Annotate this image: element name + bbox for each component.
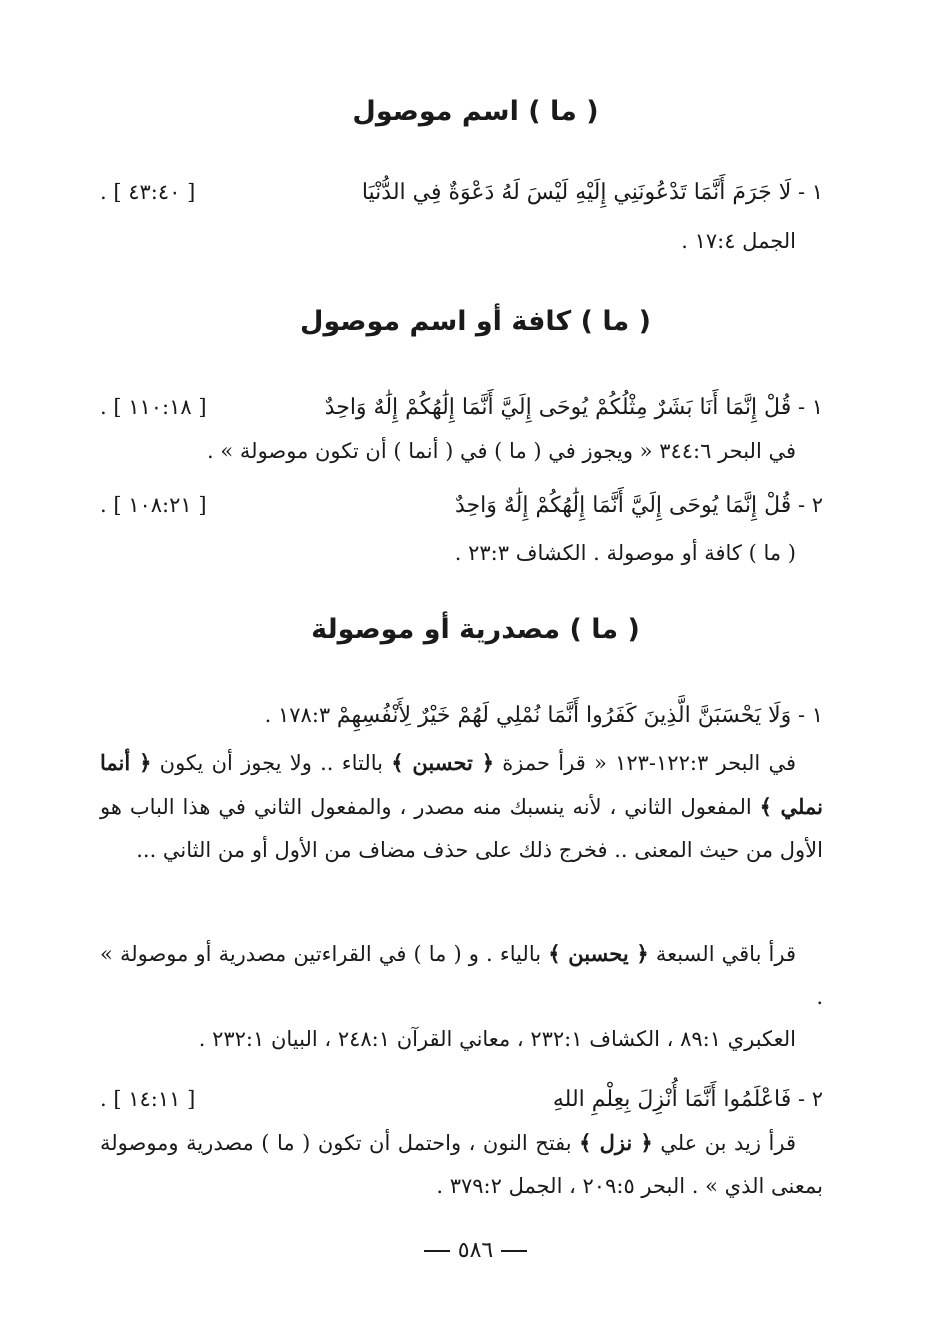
entry-line xyxy=(100,1084,823,1115)
entry-number: ٢ - xyxy=(797,493,823,517)
verse-reference: ١٧٨:٣ . xyxy=(264,703,331,727)
verse-reference: [ ٤٣:٤٠ ] . xyxy=(100,180,196,204)
commentary-text: قرأ باقي السبعة xyxy=(648,942,796,966)
entry-number: ٢ - xyxy=(797,1087,823,1111)
commentary-paragraph xyxy=(100,1121,823,1208)
quran-verse: قُلْ إِنَّمَا يُوحَى إِلَيَّ أَنَّمَا إِلَٰهُكُمْ إِلَٰهٌ وَاحِدٌ xyxy=(454,493,792,518)
commentary-text: بفتح النون ، واحتمل أن تكون ( ما ) مصدرية وموصولة بمعنى الذي » . البحر ٢٠٩:٥ ، الجمل ٣٧٩:٢ . xyxy=(100,1131,823,1198)
section-heading-2: ( ما ) كافة أو اسم موصول xyxy=(300,306,651,337)
commentary-paragraph xyxy=(100,741,823,872)
commentary-text: المفعول الثاني ، لأنه ينسبك منه مصدر ، والمفعول الثاني في هذا الباب هو الأول من حيث المعنى .. فخرج ذلك على حذف مضاف من الأول أو من الثاني ... xyxy=(100,795,823,862)
entry-note: الجمل ١٧:٤ . xyxy=(681,229,796,253)
section-heading-3: ( ما ) مصدرية أو موصولة xyxy=(311,614,640,645)
commentary-text: بالياء . و ( ما ) في القراءتين مصدرية أو موصولة » . xyxy=(100,942,823,1009)
entry-line xyxy=(100,700,823,731)
quran-verse: وَلَا يَحْسَبَنَّ الَّذِينَ كَفَرُوا أَنَّمَا نُمْلِي لَهُمْ خَيْرٌ لِأَنْفُسِهِمْ xyxy=(336,703,792,728)
section-heading-1: ( ما ) اسم موصول xyxy=(352,96,599,127)
quran-verse: لَا جَرَمَ أَنَّمَا تَدْعُونَنِي إِلَيْهِ لَيْسَ لَهُ دَعْوَةٌ فِي الدُّنْيَا xyxy=(361,180,792,205)
page-footer xyxy=(0,1238,951,1263)
verse-reference: [ ١٠٨:٢١ ] . xyxy=(100,493,207,517)
commentary-text: في البحر ١٢٢:٣-١٢٣ « قرأ حمزة xyxy=(494,751,796,775)
quoted-word: ﴿ نزل ﴾ xyxy=(579,1130,653,1155)
entry-line xyxy=(100,177,823,208)
quran-verse: قُلْ إِنَّمَا أَنَا بَشَرٌ مِثْلُكُمْ يُوحَى إِلَيَّ أَنَّمَا إِلَٰهُكُمْ إِلَٰهٌ وَاحِدٌ xyxy=(324,395,792,420)
quoted-word: ﴿ أنما نملي ﴾ xyxy=(100,750,823,819)
footer-dash xyxy=(424,1250,450,1252)
page-number: ٥٨٦ xyxy=(457,1238,494,1263)
quoted-word: ﴿ يحسبن ﴾ xyxy=(548,941,649,966)
footer-dash xyxy=(501,1250,527,1252)
entry-line xyxy=(100,392,823,423)
entry-number: ١ - xyxy=(797,395,823,419)
entry-line xyxy=(100,490,823,521)
entry-note: ( ما ) كافة أو موصولة . الكشاف ٢٣:٣ . xyxy=(454,541,796,565)
commentary-text: بالتاء .. ولا يجوز أن يكون xyxy=(151,751,392,775)
verse-reference: [ ١٤:١١ ] . xyxy=(100,1087,196,1111)
commentary-paragraph xyxy=(100,932,823,1019)
verse-reference: [ ١١٠:١٨ ] . xyxy=(100,395,207,419)
entry-number: ١ - xyxy=(797,703,823,727)
entry-number: ١ - xyxy=(797,180,823,204)
quran-verse: فَاعْلَمُوا أَنَّمَا أُنْزِلَ بِعِلْمِ اللهِ xyxy=(552,1087,792,1112)
entry-note: في البحر ٣٤٤:٦ « ويجوز في ( ما ) في ( أنما ) أن تكون موصولة » . xyxy=(207,439,796,463)
entry-note: العكبري ٨٩:١ ، الكشاف ٢٣٢:١ ، معاني القرآن ٢٤٨:١ ، البيان ٢٣٢:١ . xyxy=(198,1027,796,1051)
quoted-word: ﴿ تحسبن ﴾ xyxy=(391,750,495,775)
commentary-text: قرأ زيد بن علي xyxy=(652,1131,796,1155)
